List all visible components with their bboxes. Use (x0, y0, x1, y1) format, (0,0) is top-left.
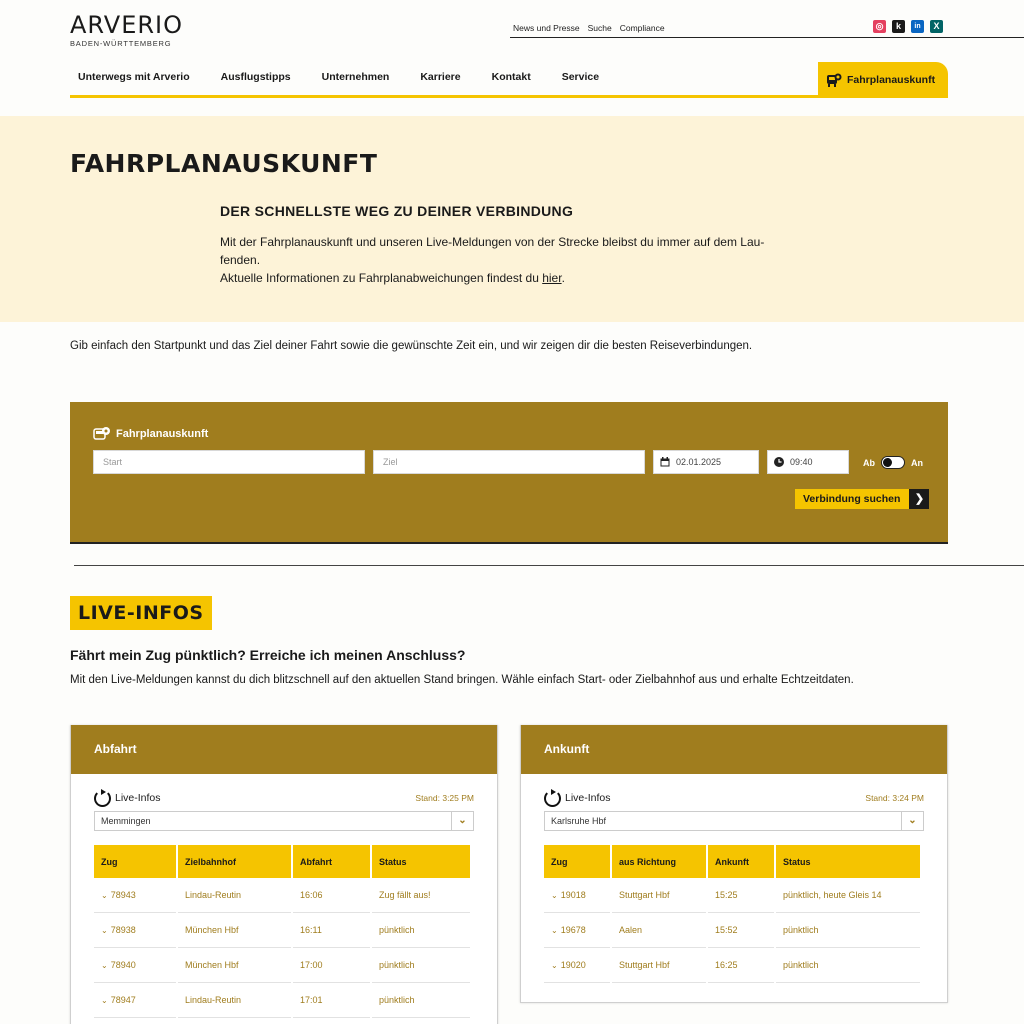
table-row[interactable] (544, 878, 920, 913)
logo-subline: BADEN-WÜRTTEMBERG (70, 39, 172, 48)
nav-item-ausflugstipps[interactable]: Ausflugstipps (220, 71, 291, 83)
column-header: Ankunft (708, 845, 774, 878)
refresh-icon[interactable] (94, 790, 111, 807)
toggle-switch[interactable] (881, 456, 905, 469)
column-header: Abfahrt (293, 845, 370, 878)
table-header-row (544, 845, 920, 878)
intro-text: Gib einfach den Startpunkt und das Ziel deiner Fahrt sowie die gewünschte Zeit ein, und wir zeigen dir die besten Reiseverbindungen. (70, 340, 753, 352)
train-number: 19678 (560, 925, 586, 935)
chevron-right-icon: ❯ (909, 489, 929, 509)
xing-icon[interactable]: X (930, 20, 943, 33)
journey-planner (70, 402, 948, 544)
train-icon (93, 426, 111, 442)
logo-wordmark: ARVERIO (70, 11, 184, 39)
destination-cell: Lindau-Reutin (178, 878, 291, 913)
ankunft-card (520, 725, 948, 1003)
table-row[interactable] (544, 948, 920, 983)
hier-link[interactable]: hier (542, 271, 562, 285)
table-row[interactable] (544, 913, 920, 948)
ankunft-table (542, 845, 922, 983)
status-cell: pünktlich (776, 948, 920, 983)
nav-item-unterwegs[interactable]: Unterwegs mit Arverio (78, 71, 190, 83)
stand-timestamp: Stand: 3:24 PM (865, 793, 924, 803)
time-cell: 15:25 (708, 878, 774, 913)
divider (74, 565, 1024, 566)
abfahrt-table (92, 845, 472, 1018)
destination-cell: München Hbf (178, 913, 291, 948)
status-cell: pünktlich (372, 983, 470, 1018)
live-infos-heading: LIVE-INFOS (70, 596, 212, 630)
train-number-cell[interactable] (94, 948, 176, 983)
chevron-down-icon: ⌄ (551, 891, 558, 900)
status-cell: pünktlich, heute Gleis 14 (776, 878, 920, 913)
page-title: FAHRPLANAUSKUNFT (70, 149, 378, 178)
table-row[interactable] (94, 948, 470, 983)
train-number-cell[interactable] (94, 913, 176, 948)
time-input[interactable] (767, 450, 849, 474)
topnav-suche[interactable]: Suche (587, 22, 612, 33)
time-cell: 17:01 (293, 983, 370, 1018)
train-number: 78938 (110, 925, 136, 935)
ankunft-card-title: Ankunft (521, 725, 947, 774)
search-button-label: Verbindung suchen (803, 493, 901, 505)
chevron-down-icon: ⌄ (901, 812, 923, 830)
live-infos-label-text: Live-Infos (565, 792, 611, 804)
live-infos-label (544, 790, 611, 807)
train-number-cell[interactable] (94, 878, 176, 913)
chevron-down-icon: ⌄ (551, 926, 558, 935)
chevron-down-icon: ⌄ (101, 996, 108, 1005)
abfahrt-card-title: Abfahrt (71, 725, 497, 774)
topnav-compliance[interactable]: Compliance (619, 22, 665, 33)
chevron-down-icon: ⌄ (101, 926, 108, 935)
nav-item-service[interactable]: Service (561, 71, 600, 83)
column-header: aus Richtung (612, 845, 706, 878)
live-infos-label-text: Live-Infos (115, 792, 161, 804)
hero-subtitle: DER SCHNELLSTE WEG ZU DEINER VERBINDUNG (220, 203, 574, 219)
origin-cell: Stuttgart Hbf (612, 878, 706, 913)
station-select[interactable] (94, 811, 474, 831)
train-number-cell[interactable] (544, 878, 610, 913)
status-cell: Zug fällt aus! (372, 878, 470, 913)
time-cell: 16:25 (708, 948, 774, 983)
clock-icon (774, 457, 784, 467)
time-value: 09:40 (790, 457, 813, 467)
live-infos-question: Fährt mein Zug pünktlich? Erreiche ich meinen Anschluss? (70, 647, 466, 663)
station-select[interactable] (544, 811, 924, 831)
train-number: 78940 (110, 960, 136, 970)
table-row[interactable] (94, 913, 470, 948)
station-select-value: Memmingen (101, 816, 151, 826)
hero-text-2: Aktuelle Informationen zu Fahrplanabweichungen findest du (220, 271, 543, 285)
train-number: 78947 (110, 995, 136, 1005)
destination-cell: München Hbf (178, 948, 291, 983)
chevron-down-icon: ⌄ (101, 961, 108, 970)
main-nav-items (78, 71, 630, 83)
status-cell: pünktlich (372, 913, 470, 948)
calendar-icon (660, 457, 670, 467)
time-cell: 16:06 (293, 878, 370, 913)
hero-text (220, 233, 800, 287)
ziel-input[interactable]: Ziel (373, 450, 645, 474)
top-nav (510, 18, 1024, 38)
linkedin-icon[interactable]: in (911, 20, 924, 33)
chevron-down-icon: ⌄ (451, 812, 473, 830)
verbindung-suchen-button[interactable] (795, 489, 929, 509)
fahrplanauskunft-tab-label: Fahrplanauskunft (847, 74, 936, 86)
chevron-down-icon: ⌄ (551, 961, 558, 970)
origin-cell: Aalen (612, 913, 706, 948)
train-number: 78943 (110, 890, 136, 900)
time-cell: 17:00 (293, 948, 370, 983)
stand-timestamp: Stand: 3:25 PM (415, 793, 474, 803)
destination-cell: Lindau-Reutin (178, 983, 291, 1018)
journey-planner-label: Fahrplanauskunft (116, 428, 209, 440)
origin-cell: Stuttgart Hbf (612, 948, 706, 983)
fahrplanauskunft-tab[interactable] (818, 62, 948, 98)
start-input[interactable]: Start (93, 450, 365, 474)
train-number-cell[interactable] (94, 983, 176, 1018)
date-input[interactable] (653, 450, 759, 474)
table-row[interactable] (94, 878, 470, 913)
main-nav (70, 62, 948, 98)
column-header: Zug (544, 845, 610, 878)
main-nav-underline (70, 95, 948, 98)
train-number: 19018 (560, 890, 586, 900)
kununu-icon[interactable]: k (892, 20, 905, 33)
toggle-ab-label: Ab (863, 457, 875, 468)
train-number-cell[interactable] (544, 948, 610, 983)
nav-item-kontakt[interactable]: Kontakt (491, 71, 531, 83)
refresh-icon[interactable] (544, 790, 561, 807)
train-number-cell[interactable] (544, 913, 610, 948)
train-icon (826, 73, 842, 87)
ab-an-toggle[interactable] (863, 456, 923, 469)
time-cell: 16:11 (293, 913, 370, 948)
table-header-row (94, 845, 470, 878)
status-cell: pünktlich (372, 948, 470, 983)
live-infos-text: Mit den Live-Meldungen kannst du dich blitzschnell auf den aktuellen Stand bringen. Wähle einfach Start- oder Zielbahnhof aus und erhalte Echtzeitdaten. (70, 674, 854, 686)
date-value: 02.01.2025 (676, 457, 722, 467)
toggle-an-label: An (911, 457, 923, 468)
nav-item-karriere[interactable]: Karriere (420, 71, 461, 83)
live-infos-label (94, 790, 161, 807)
column-header: Status (776, 845, 920, 878)
journey-planner-title (93, 426, 208, 442)
nav-item-unternehmen[interactable]: Unternehmen (321, 71, 390, 83)
station-select-value: Karlsruhe Hbf (551, 816, 607, 826)
topnav-news[interactable]: News und Presse (513, 22, 580, 33)
column-header: Status (372, 845, 470, 878)
hero-section (0, 116, 1024, 322)
column-header: Zug (94, 845, 176, 878)
chevron-down-icon: ⌄ (101, 891, 108, 900)
social-links (873, 20, 943, 33)
train-number: 19020 (560, 960, 586, 970)
logo[interactable] (70, 12, 183, 48)
column-header: Zielbahnhof (178, 845, 291, 878)
instagram-icon[interactable]: ◎ (873, 20, 886, 33)
table-row[interactable] (94, 983, 470, 1018)
status-cell: pünktlich (776, 913, 920, 948)
abfahrt-card (70, 725, 498, 1024)
hero-text-1: Mit der Fahrplanauskunft und unseren Live-Meldungen von der Strecke bleibst du immer auf dem Laufenden. (220, 235, 765, 267)
time-cell: 15:52 (708, 913, 774, 948)
hero-text-2-end: . (561, 271, 565, 285)
